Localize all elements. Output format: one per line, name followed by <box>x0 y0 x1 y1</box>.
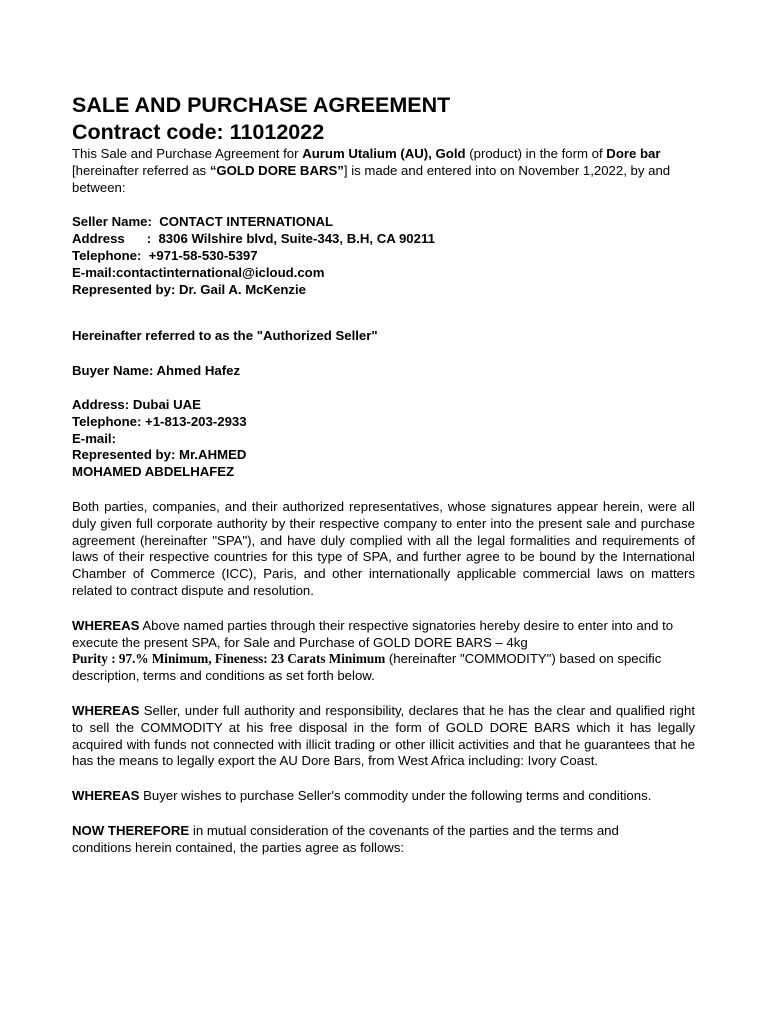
intro-paragraph <box>72 146 672 196</box>
whereas-label: WHEREAS <box>72 788 140 804</box>
seller-telephone: Telephone: +971-58-530-5397 <box>72 247 258 263</box>
buyer-telephone: Telephone: +1-813-203-2933 <box>72 413 247 429</box>
contract-code: Contract code: 11012022 <box>72 120 325 144</box>
buyer-email: E-mail: <box>72 430 116 446</box>
seller-represented-by: Represented by: Dr. Gail A. McKenzie <box>72 281 307 297</box>
seller-block <box>72 214 695 298</box>
intro-text-4: ] is made and entered into on November 1,2022, by and between: <box>72 162 671 195</box>
intro-text-3: [hereinafter referred as <box>72 162 210 178</box>
buyer-represented-by: Represented by: Mr.AHMED <box>72 447 247 463</box>
whereas-1-rest: (hereinafter "COMMODITY") based on specific description, terms and conditions as set forth below. <box>72 651 662 684</box>
whereas-paragraph-3 <box>72 788 678 805</box>
both-parties-paragraph: Both parties, companies, and their authorized representatives, whose signatures appear herein, were all duly given full corporate authority by their respective company to enter into the present sale and purchase agreement (hereinafter "SPA"), and have duly complied with all the legal formalities and requirements of laws of their respective countries for this type of SPA, and further agree to be bound by the International Chamber of Commerce (ICC), Paris, and other internationally applicable commercial laws on matters related to contract dispute and resolution. <box>72 498 695 598</box>
intro-gold-dore-bars: “GOLD DORE BARS” <box>209 162 344 178</box>
whereas-3-text: Buyer wishes to purchase Seller's commodity under the following terms and conditions. <box>139 788 652 804</box>
whereas-1-text: Above named parties through their respective signatories hereby desire to enter into and to execute the present SPA, for Sale and Purchase of GOLD DORE BARS – 4kg <box>72 617 674 650</box>
seller-email: E-mail:contactinternational@icloud.com <box>72 264 325 280</box>
whereas-label: WHEREAS <box>72 702 140 718</box>
intro-product: Aurum Utalium (AU), Gold <box>302 146 466 161</box>
seller-name: Seller Name: CONTACT INTERNATIONAL <box>72 214 334 230</box>
buyer-represented-by-cont: MOHAMED ABDELHAFEZ <box>72 464 235 480</box>
now-therefore-paragraph <box>72 823 678 857</box>
now-therefore-text: in mutual consideration of the covenants of the parties and the terms and conditions herein contained, the parties agree as follows: <box>72 822 619 855</box>
whereas-paragraph-2 <box>72 703 695 770</box>
whereas-2-text: Seller, under full authority and responsibility, declares that he has the clear and qualified right to sell the COMMODITY at his free disposal in the form of GOLD DORE BARS which it has legally acquired with funds not connected with illicit trading or other illicit activities and that he guarantees that he has the means to legally export the AU Dore Bars, from West Africa including: Ivory Coast. <box>72 702 695 769</box>
whereas-paragraph-1 <box>72 618 678 685</box>
buyer-block <box>72 397 695 481</box>
whereas-label: WHEREAS <box>72 617 140 633</box>
document-title: SALE AND PURCHASE AGREEMENT <box>72 93 451 117</box>
buyer-name: Buyer Name: Ahmed Hafez <box>72 363 241 379</box>
intro-text-2: (product) in the form of <box>465 146 607 161</box>
intro-form: Dore bar <box>606 146 661 161</box>
purity-spec: Purity : 97.% Minimum, Fineness: 23 Carats Minimum <box>72 651 386 667</box>
document-page <box>72 92 695 857</box>
authorized-seller-line: Hereinafter referred to as the "Authorized Seller" <box>72 328 378 344</box>
seller-address: Address : 8306 Wilshire blvd, Suite-343, B.H, CA 90211 <box>72 231 435 247</box>
intro-text-1: This Sale and Purchase Agreement for <box>72 146 303 161</box>
buyer-address: Address: Dubai UAE <box>72 396 201 412</box>
now-therefore-label: NOW THEREFORE <box>72 822 190 838</box>
